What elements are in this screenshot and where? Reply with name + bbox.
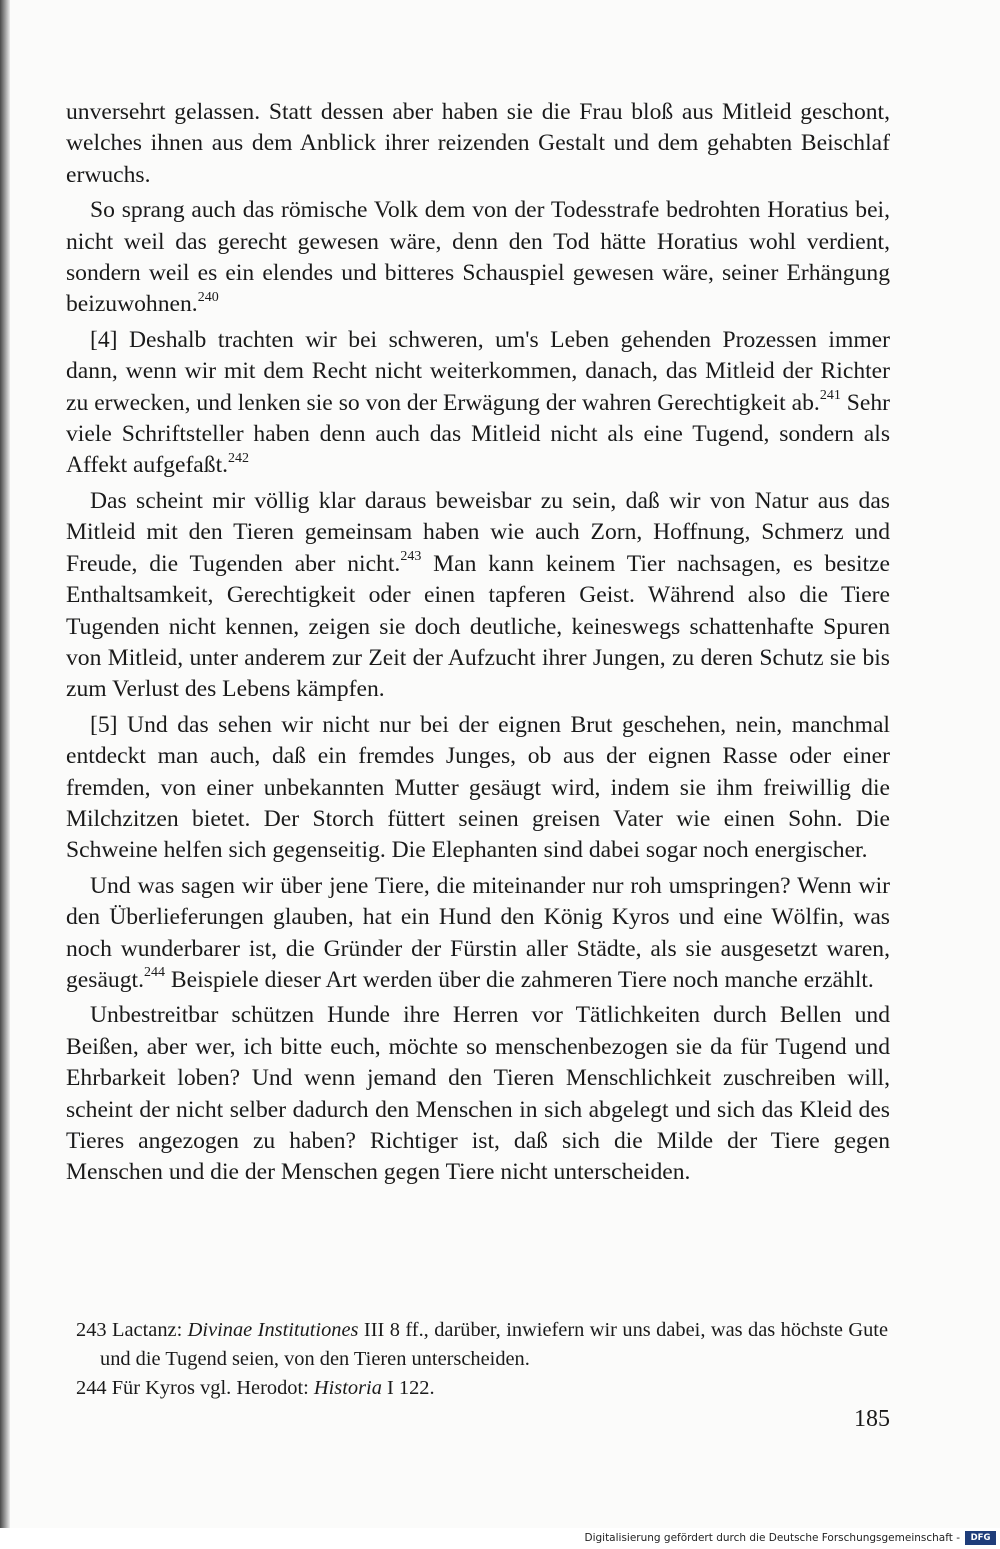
footnote-reference[interactable]: 241 [819, 387, 841, 403]
footnote-reference[interactable]: 244 [143, 965, 165, 981]
footnote-number: 243 [76, 1319, 107, 1341]
footnotes [76, 1316, 888, 1403]
paragraph-text: Sehr viele Schriftsteller haben denn auch das Mitleid nicht als eine Tugend, sondern als Affekt aufgefaßt. [66, 389, 890, 479]
footnote-number: 244 [76, 1377, 107, 1399]
footnote-text: I 122. [381, 1377, 435, 1399]
footnote-work-title: Historia [313, 1377, 382, 1399]
paragraph-4 [66, 486, 890, 706]
paragraph-1 [66, 97, 890, 191]
paragraph-text: [5] Und das sehen wir nicht nur bei der eignen Brut geschehen, nein, manchmal entdeckt man auch, daß ein fremdes Junges, ob aus der eignen Rasse oder einer fremden, von einer unbekannten Mutter gesäugt wird, indem sie ihm freiwillig die Milchzitzen bietet. Der Storch füttert seinen greisen Vater wie einen Sohn. Die Schweine helfen sich gegenseitig. Die Elephanten sind dabei sogar noch energischer. [66, 711, 890, 864]
page-number: 185 [854, 1406, 890, 1432]
paragraph-3 [66, 325, 890, 482]
paragraph-text: So sprang auch das römische Volk dem von der Todesstrafe bedrohten Horatius bei, nicht weil das gerecht gewesen wäre, denn den Tod hätte Horatius wohl verdient, sondern weil es ein elendes und bitteres Schauspiel gewesen wäre, seiner Erhängung beizuwohnen. [66, 197, 890, 318]
paragraph-7 [66, 1000, 890, 1188]
paragraph-text: Unbestreitbar schützen Hunde ihre Herren vor Tätlichkeiten durch Bellen und Beißen, aber wer, ich bitte euch, möchte so menschenbezogen sie da für Tugend und Ehrbarkeit loben? Und wenn jemand den Tieren Menschlichkeit zuschreiben will, scheint der nicht selber dadurch den Menschen in sich abgelegt und sich das Kleid des Tieres angezogen zu haben? Richtiger ist, daß sich die Milde der Tiere gegen Menschen und die der Menschen gegen Tiere nicht unterscheiden. [66, 1002, 890, 1186]
paragraph-6 [66, 871, 890, 997]
paragraph-text: Beispiele dieser Art werden über die zahmeren Tiere noch manche erzählt. [164, 966, 874, 993]
footnote-reference[interactable]: 243 [400, 548, 422, 564]
paragraph-text: unversehrt gelassen. Statt dessen aber haben sie die Frau bloß aus Mitleid geschont, welches ihnen aus dem Anblick ihrer reizenden Gestalt und dem gehabten Beischlaf erwuchs. [66, 99, 890, 188]
footnote-work-title: Divinae Institutiones [187, 1319, 359, 1341]
paragraph-2 [66, 195, 890, 321]
footnote-reference[interactable]: 240 [197, 289, 219, 305]
footnote-text: III 8 ff., darüber, inwiefern wir uns dabei, was das höchste Gute und die Tugend seien, von den Tieren unterscheiden. [100, 1319, 888, 1370]
footnote-243 [76, 1316, 888, 1374]
footnote-text: Für Kyros vgl. Herodot: [111, 1377, 314, 1399]
digitization-credit-bar [0, 1528, 1000, 1549]
footnote-244 [76, 1374, 888, 1403]
paragraph-text: Und was sagen wir über jene Tiere, die miteinander nur roh umspringen? Wenn wir den Überlieferungen glauben, hat ein Hund den König Kyros und eine Wölfin, was noch wunderbarer ist, die Gründer der Fürstin aller Städte, als sie ausgesetzt waren, gesäugt. [66, 872, 890, 993]
footnote-text: Lactanz: [112, 1319, 188, 1341]
paragraph-5 [66, 710, 890, 867]
credit-text: Digitalisierung gefördert durch die Deutsche Forschungsgemeinschaft - [584, 1532, 960, 1544]
binding-shadow [0, 0, 10, 1528]
paragraph-text: Man kann keinem Tier nachsagen, es besitze Enthaltsamkeit, Gerechtigkeit oder einen tapferen Geist. Während also die Tiere Tugenden nicht kennen, zeigen sie doch deutliche, keineswegs schattenhafte Spuren von Mitleid, unter anderem zur Zeit der Aufzucht ihrer Jungen, zu deren Schutz sie bis zum Verlust des Lebens kämpfen. [66, 550, 891, 703]
paragraph-text: Das scheint mir völlig klar daraus beweisbar zu sein, daß wir von Natur aus das Mitleid mit den Tieren gemeinsam haben wie auch Zorn, Hoffnung, Schmerz und Freude, die Tugenden aber nicht. [66, 487, 890, 577]
footnote-reference[interactable]: 242 [228, 450, 250, 466]
paragraph-text: [4] Deshalb trachten wir bei schweren, um's Leben gehenden Prozessen immer dann, wenn wir mit dem Recht nicht weiterkommen, danach, das Mitleid der Richter zu erwecken, und lenken sie so von der Erwägung der wahren Gerechtigkeit ab. [66, 326, 890, 416]
main-text [66, 97, 890, 1193]
dfg-logo: DFG [965, 1531, 996, 1545]
